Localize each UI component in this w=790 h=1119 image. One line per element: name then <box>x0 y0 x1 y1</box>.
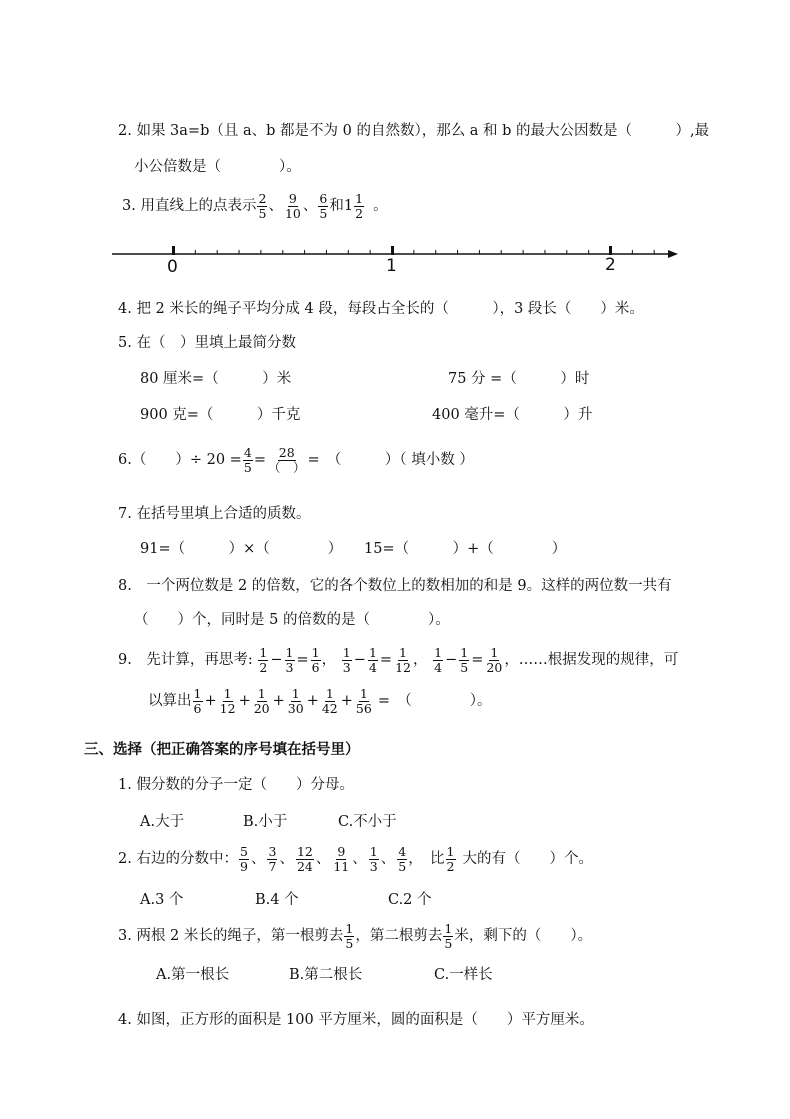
q5-d: 400 毫升=（ ）升 <box>432 407 593 423</box>
q3-suffix: 。 <box>373 198 388 214</box>
q9-tail: ，……根据发现的规律，可 <box>504 652 679 668</box>
s3-q1-option-c: C.不小于 <box>338 814 397 830</box>
q9-sum-expression <box>192 685 374 716</box>
q9-comma-2: ， <box>412 652 428 668</box>
q3-prefix: 3. 用直线上的点表示 <box>122 198 257 214</box>
number-line-major-tick-1 <box>391 246 394 255</box>
number-line-arrow <box>668 250 678 258</box>
q7-line: 91=（ ）×（ ） 15=（ ）+（ ） <box>140 541 567 557</box>
q9-sum-fraction: $\frac{1}{42}$ <box>321 685 338 716</box>
q9-sum-fraction: $\frac{1}{12}$ <box>219 685 236 716</box>
s3-q2-fraction: $\frac{9}{11}$ <box>333 843 350 874</box>
q6-line <box>118 442 474 478</box>
s3-q1-text: 1. 假分数的分子一定（ ）分母。 <box>118 777 354 793</box>
q9-prefix: 9. 先计算，再思考: <box>118 652 253 668</box>
s3-q2-fractions <box>238 843 408 874</box>
q6-fraction-2: 28 （ ） <box>267 444 306 475</box>
s3-q2-operator: 、 <box>352 851 367 867</box>
number-line-major-tick-0 <box>172 246 175 255</box>
q9-e2-operator: = <box>379 652 393 668</box>
s3-q3-prefix: 3. 两根 2 米长的绳子，第一根剪去 <box>118 928 344 944</box>
s3-q2-suffix: 大的有（ ）个。 <box>462 851 594 867</box>
s3-q3-option-c: C.一样长 <box>434 967 493 983</box>
q9-e3-fraction: $\frac{1}{4}$ <box>434 644 443 675</box>
q6-prefix: 6.（ ）÷ 20 = <box>118 452 242 468</box>
s3-q1-option-a: A.大于 <box>140 814 185 830</box>
number-line-major-tick-2 <box>609 246 612 255</box>
s3-q2-line <box>118 841 593 877</box>
s3-q2-option-b: B.4 个 <box>255 892 299 908</box>
q9-e1-operator: = <box>296 652 309 668</box>
q9-comma-1: ， <box>321 652 337 668</box>
s3-q2-reference-fraction: $\frac{1}{2}$ <box>446 843 455 874</box>
q9-expression-1 <box>257 644 321 675</box>
s3-q3-line <box>118 918 592 954</box>
q3-fraction-2: $\frac{9}{10}$ <box>284 190 301 221</box>
q9-e1-fraction: $\frac{1}{6}$ <box>311 644 320 675</box>
s3-q2-fraction: $\frac{1}{3}$ <box>369 843 378 874</box>
s3-q2-operator: 、 <box>250 851 266 867</box>
q3-line <box>122 188 388 224</box>
s3-q2-fraction: $\frac{3}{7}$ <box>268 843 277 874</box>
s3-q2-operator: 、 <box>380 851 396 867</box>
s3-q3-option-a: A.第一根长 <box>156 967 230 983</box>
q3-fraction-4: $\frac{1}{2}$ <box>355 190 364 221</box>
q5-title: 5. 在（ ）里填上最简分数 <box>118 335 296 351</box>
s3-q3-mid: ，第二根剪去 <box>355 928 443 944</box>
s3-q2-mid: ， 比 <box>408 851 445 867</box>
q3-sep-2: 、 <box>302 198 318 214</box>
q2-line1: 2. 如果 3a=b（且 a、b 都是不为 0 的自然数），那么 a 和 b 的最大公因数是（ ）,最 <box>118 123 710 139</box>
q9-e2-fraction: $\frac{1}{4}$ <box>368 644 377 675</box>
s3-q4-text: 4. 如图，正方形的面积是 100 平方厘米，圆的面积是（ ）平方厘米。 <box>118 1012 594 1028</box>
s3-q2-option-a: A.3 个 <box>140 892 184 908</box>
s3-q3-fraction-1: $\frac{1}{5}$ <box>345 920 354 951</box>
s3-q1-option-b: B.小于 <box>243 814 288 830</box>
number-line-label-0: 0 <box>167 257 178 277</box>
q7-title: 7. 在括号里填上合适的质数。 <box>118 506 311 522</box>
q9-line2-suffix: = （ ）。 <box>377 693 492 709</box>
q2-line2: 小公倍数是（ ）。 <box>134 159 301 175</box>
s3-q2-fraction: $\frac{12}{24}$ <box>296 843 313 874</box>
s3-q2-operator: 、 <box>315 851 331 867</box>
s3-q2-fraction: $\frac{5}{9}$ <box>239 843 248 874</box>
q9-e3-operator: = <box>471 652 484 668</box>
q6-eq: = <box>253 452 266 468</box>
q5-a: 80 厘米=（ ）米 <box>140 371 292 387</box>
q3-fraction-1: $\frac{2}{5}$ <box>258 190 267 221</box>
q9-sum-fraction: $\frac{1}{20}$ <box>253 685 270 716</box>
q9-e3-fraction: $\frac{1}{5}$ <box>460 644 469 675</box>
section3-heading: 三、选择（把正确答案的序号填在括号里） <box>84 742 360 758</box>
q9-e1-fraction: $\frac{1}{2}$ <box>259 644 268 675</box>
q6-suffix: = （ ）（ 填小数 ） <box>307 452 474 468</box>
s3-q2-operator: 、 <box>279 851 294 867</box>
q3-fraction-3: $\frac{6}{5}$ <box>319 190 328 221</box>
q3-sep-1: 、 <box>268 198 283 214</box>
number-line-label-2: 2 <box>605 255 616 275</box>
s3-q3-suffix: 米，剩下的（ ）。 <box>454 928 593 944</box>
q9-sum-fraction: $\frac{1}{6}$ <box>193 685 202 716</box>
q9-sum-operator: + <box>272 693 285 709</box>
q9-line1 <box>118 642 678 678</box>
q9-expression-2 <box>341 644 413 675</box>
s3-q3-option-b: B.第二根长 <box>289 967 363 983</box>
number-line-label-1: 1 <box>386 256 397 276</box>
q9-sum-operator: + <box>340 693 353 709</box>
q9-e2-operator: − <box>353 652 366 668</box>
q6-fraction-1: $\frac{4}{5}$ <box>243 444 252 475</box>
q9-sum-operator: + <box>204 693 217 709</box>
q9-sum-fraction: $\frac{1}{56}$ <box>355 685 372 716</box>
q9-e3-operator: − <box>445 652 458 668</box>
q3-mixed-whole: 1 <box>343 198 354 214</box>
s3-q3-fraction-2: $\frac{1}{5}$ <box>444 920 453 951</box>
s3-q2-option-c: C.2 个 <box>388 892 432 908</box>
q8-line1: 8. 一个两位数是 2 的倍数，它的各个数位上的数相加的和是 9。这样的两位数一共有 <box>118 578 672 594</box>
q9-expression-3 <box>432 644 504 675</box>
q9-e3-fraction: $\frac{1}{20}$ <box>486 644 503 675</box>
q4-text: 4. 把 2 米长的绳子平均分成 4 段，每段占全长的（ ），3 段长（ ）米。 <box>118 301 644 317</box>
q9-sum-operator: + <box>306 693 319 709</box>
q5-b: 75 分 =（ ）时 <box>448 371 590 387</box>
q9-e1-operator: − <box>270 652 283 668</box>
q9-e2-fraction: $\frac{1}{3}$ <box>342 644 351 675</box>
q9-sum-operator: + <box>238 693 251 709</box>
q9-sum-fraction: $\frac{1}{30}$ <box>287 685 304 716</box>
q8-line2: （ ）个，同时是 5 的倍数的是（ ）。 <box>134 612 450 628</box>
q9-line2-prefix: 以算出 <box>148 693 192 709</box>
s3-q2-fraction: $\frac{4}{5}$ <box>398 843 407 874</box>
s3-q2-prefix: 2. 右边的分数中： <box>118 851 238 867</box>
q9-e1-fraction: $\frac{1}{3}$ <box>285 644 294 675</box>
q9-line2 <box>148 683 491 719</box>
q9-e2-fraction: $\frac{1}{12}$ <box>395 644 411 675</box>
number-line <box>110 240 685 270</box>
q5-c: 900 克=（ ）千克 <box>140 407 301 423</box>
q3-and: 和 <box>329 198 344 214</box>
